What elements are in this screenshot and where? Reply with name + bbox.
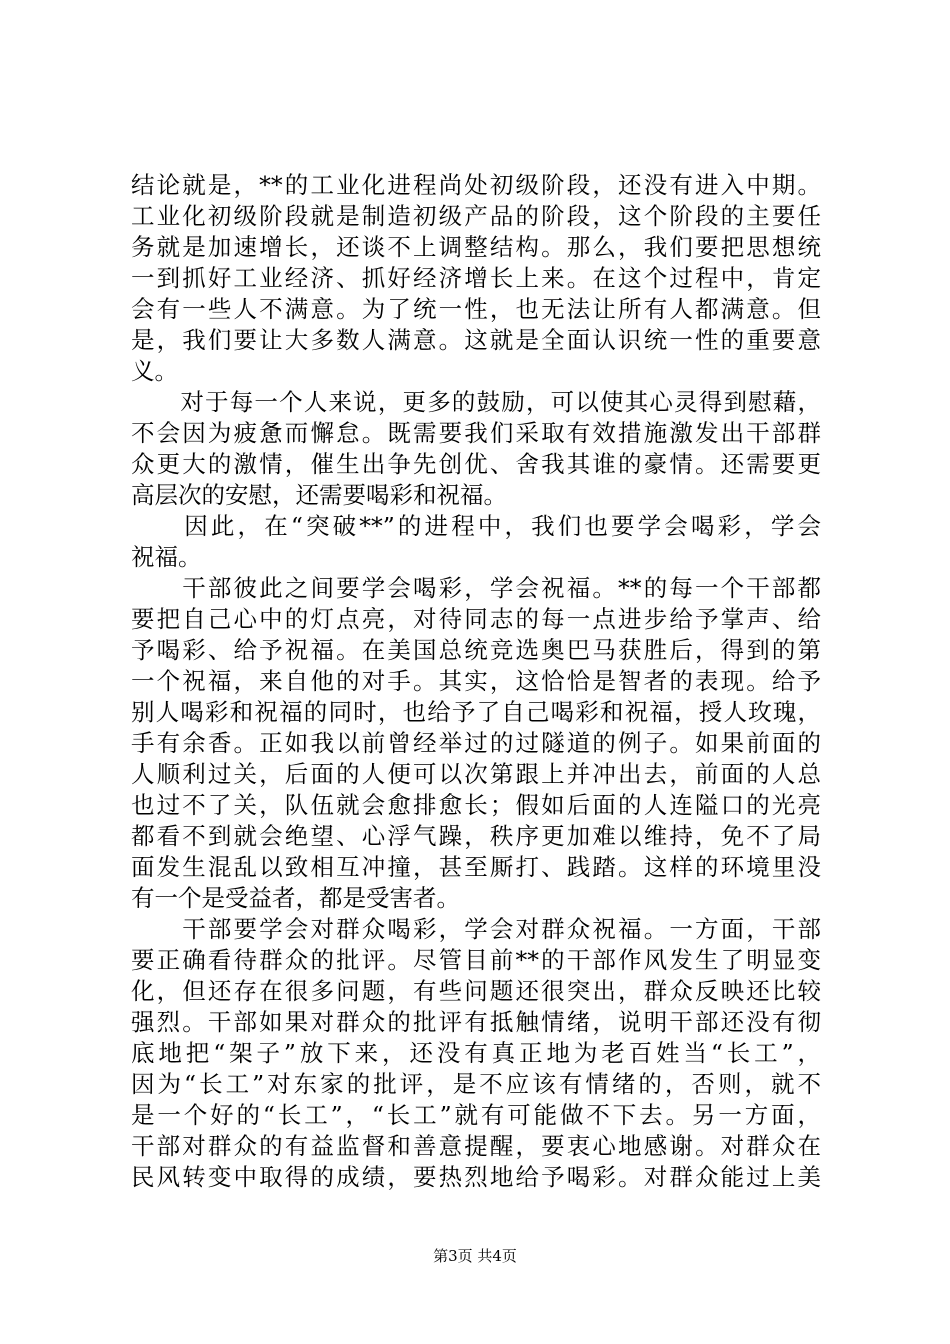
text-line: 强烈。干部如果对群众的批评有抵触情绪，说明干部还没有彻 <box>131 1008 821 1036</box>
body-text <box>131 170 821 1193</box>
text-line: 别人喝彩和祝福的同时，也给予了自己喝彩和祝福，授人玫瑰， <box>131 698 821 726</box>
text-line: 要正确看待群众的批评。尽管目前**的干部作风发生了明显变 <box>131 946 821 974</box>
text-line: 面发生混乱以致相互冲撞，甚至厮打、践踏。这样的环境里没 <box>131 853 821 881</box>
text-line: 对于每一个人来说，更多的鼓励，可以使其心灵得到慰藉， <box>131 388 821 416</box>
text-line: 底地把“架子”放下来，还没有真正地为老百姓当“长工”， <box>131 1039 821 1067</box>
text-line: 是一个好的“长工”，“长工”就有可能做不下去。另一方面， <box>131 1101 821 1129</box>
text-line: 干部对群众的有益监督和善意提醒，要衷心地感谢。对群众在 <box>131 1132 821 1160</box>
text-line: 要把自己心中的灯点亮，对待同志的每一点进步给予掌声、给 <box>131 605 821 633</box>
text-line: 结论就是，**的工业化进程尚处初级阶段，还没有进入中期。 <box>131 171 821 199</box>
text-line: 予喝彩、给予祝福。在美国总统竞选奥巴马获胜后，得到的第 <box>131 636 821 664</box>
text-line: 化，但还存在很多问题，有些问题还很突出，群众反映还比较 <box>131 977 821 1005</box>
text-line: 民风转变中取得的成绩，要热烈地给予喝彩。对群众能过上美 <box>131 1163 821 1191</box>
text-line: 因此，在“突破**”的进程中，我们也要学会喝彩，学会 <box>131 512 821 540</box>
text-line: 一到抓好工业经济、抓好经济增长上来。在这个过程中，肯定 <box>131 264 821 292</box>
text-line: 会有一些人不满意。为了统一性，也无法让所有人都满意。但 <box>131 295 821 323</box>
text-line: 众更大的激情，催生出争先创优、舍我其谁的豪情。还需要更 <box>131 450 821 478</box>
text-line: 高层次的安慰，还需要喝彩和祝福。 <box>131 481 507 509</box>
text-line: 有一个是受益者，都是受害者。 <box>131 884 460 912</box>
page-footer: 第3页 共4页 <box>433 1247 517 1265</box>
text-line: 不会因为疲惫而懈怠。既需要我们采取有效措施激发出干部群 <box>131 419 821 447</box>
text-line: 因为“长工”对东家的批评，是不应该有情绪的，否则，就不 <box>131 1070 821 1098</box>
text-line: 一个祝福，来自他的对手。其实，这恰恰是智者的表现。给予 <box>131 667 821 695</box>
text-line: 也过不了关，队伍就会愈排愈长；假如后面的人连隘口的光亮 <box>131 791 821 819</box>
text-line: 务就是加速增长，还谈不上调整结构。那么，我们要把思想统 <box>131 233 821 261</box>
text-line: 人顺利过关，后面的人便可以次第跟上并冲出去，前面的人总 <box>131 760 821 788</box>
text-line: 都看不到就会绝望、心浮气躁，秩序更加难以维持，免不了局 <box>131 822 821 850</box>
text-line: 是，我们要让大多数人满意。这就是全面认识统一性的重要意 <box>131 326 821 354</box>
text-line: 干部彼此之间要学会喝彩，学会祝福。**的每一个干部都 <box>131 574 821 602</box>
text-line: 干部要学会对群众喝彩，学会对群众祝福。一方面，干部 <box>131 915 821 943</box>
text-line: 义。 <box>131 357 178 385</box>
text-line: 祝福。 <box>131 543 202 571</box>
text-line: 工业化初级阶段就是制造初级产品的阶段，这个阶段的主要任 <box>131 202 821 230</box>
text-line: 手有余香。正如我以前曾经举过的过隧道的例子。如果前面的 <box>131 729 821 757</box>
